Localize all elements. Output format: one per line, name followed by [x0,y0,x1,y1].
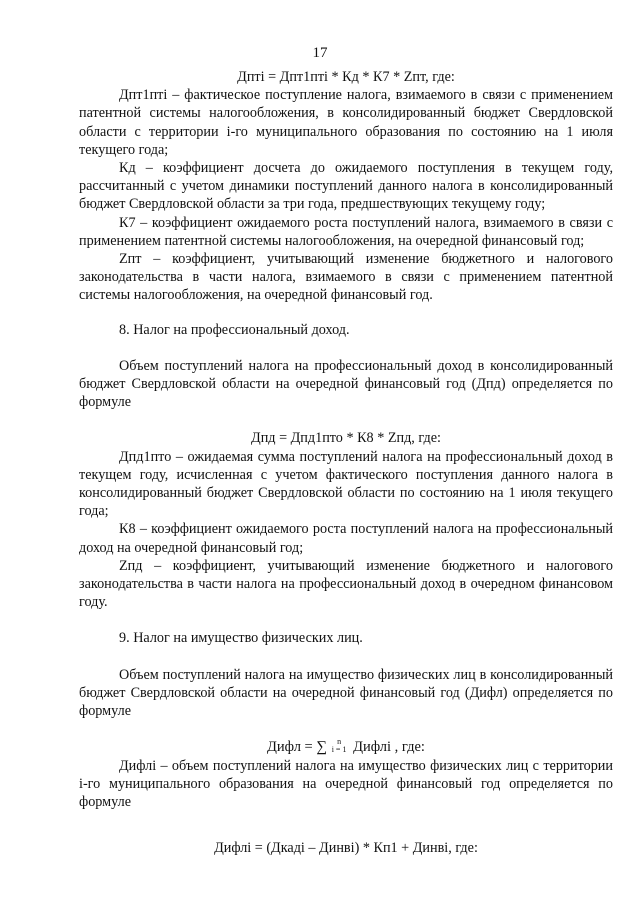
definition-kd: Кд – коэффициент досчета до ожидаемого поступления в текущем году, рассчитанный с учетом динамики поступлений данного налога в консолидированный бюджет Свердловской области за три года, предшествующих текущему году; [79,160,613,213]
spacer [79,305,613,321]
sum-limits [332,738,347,754]
definition-k7: К7 – коэффициент ожидаемого роста поступлений налога, взимаемого в связи с применением патентной системы налогообложения, на очередной финансовый год; [79,214,613,249]
spacer [79,411,613,429]
formula-difli: Дифлі = (Дкаді – Динві) * Кп1 + Динві, где: [214,840,478,857]
section-8-intro: Объем поступлений налога на профессиональный доход в консолидированный бюджет Свердловской области на очередной финансовый год (Дпд) определяется по формуле [79,357,613,411]
spacer [79,611,613,629]
definition-dpt1pti: Дпт1пті – фактическое поступление налога, взимаемого в связи с применением патентной системы налогообложения, в консолидированный бюджет Свердловской области с территории і-го муниципального образования по состоянию на 1 июля текущего года; [79,87,613,158]
formula-difl-right: Дифлі , где: [353,739,425,756]
formula-dpt: Дпті = Дпт1пті * Кд * К7 * Zпт, где: [237,69,455,85]
definition-k8: К8 – коэффициент ожидаемого роста поступлений налога на профессиональный доход на очередной финансовый год; [79,521,613,556]
sum-symbol: ∑ [316,739,328,756]
spacer [79,720,613,738]
formula-difl-sum [79,738,613,756]
spacer [79,339,613,357]
formula-difl-left: Дифл = [267,739,313,756]
document-content [79,68,613,857]
spacer [79,648,613,666]
spacer [79,811,613,839]
sum-lower-limit: i = 1 [331,744,347,754]
definition-dpd1pto: Дпд1пто – ожидаемая сумма поступлений налога на профессиональный доход в текущем году, исчисленная с учетом фактического поступления данного налога в консолидированный бюджет Свердловской области по состоянию на 1 июля текущего года; [79,448,613,520]
definition-difli: Дифлі – объем поступлений налога на имущество физических лиц с территории і-го муниципального образования на очередной финансовый год определяется по формуле [79,757,613,810]
sum-upper-limit: n [337,736,342,746]
section-9-title: 9. Налог на имущество физических лиц. [119,630,363,647]
section-9-intro: Объем поступлений налога на имущество физических лиц в консолидированный бюджет Свердловской области на очередной финансовый год (Дифл) определяется по формуле [79,666,613,720]
formula-dpd: Дпд = Дпд1пто * К8 * Zпд, где: [251,430,441,447]
section-8-title: 8. Налог на профессиональный доход. [119,321,350,338]
page-number: 17 [312,45,328,61]
definition-zpd: Zпд – коэффициент, учитывающий изменение бюджетного и налогового законодательства в части налога на профессиональный доход в очередном финансовом году. [79,557,613,611]
definition-zpt: Zпт – коэффициент, учитывающий изменение бюджетного и налогового законодательства в части налога, взимаемого в связи с применением патентной системы налогообложения, на очередной финансовый год. [79,251,613,304]
